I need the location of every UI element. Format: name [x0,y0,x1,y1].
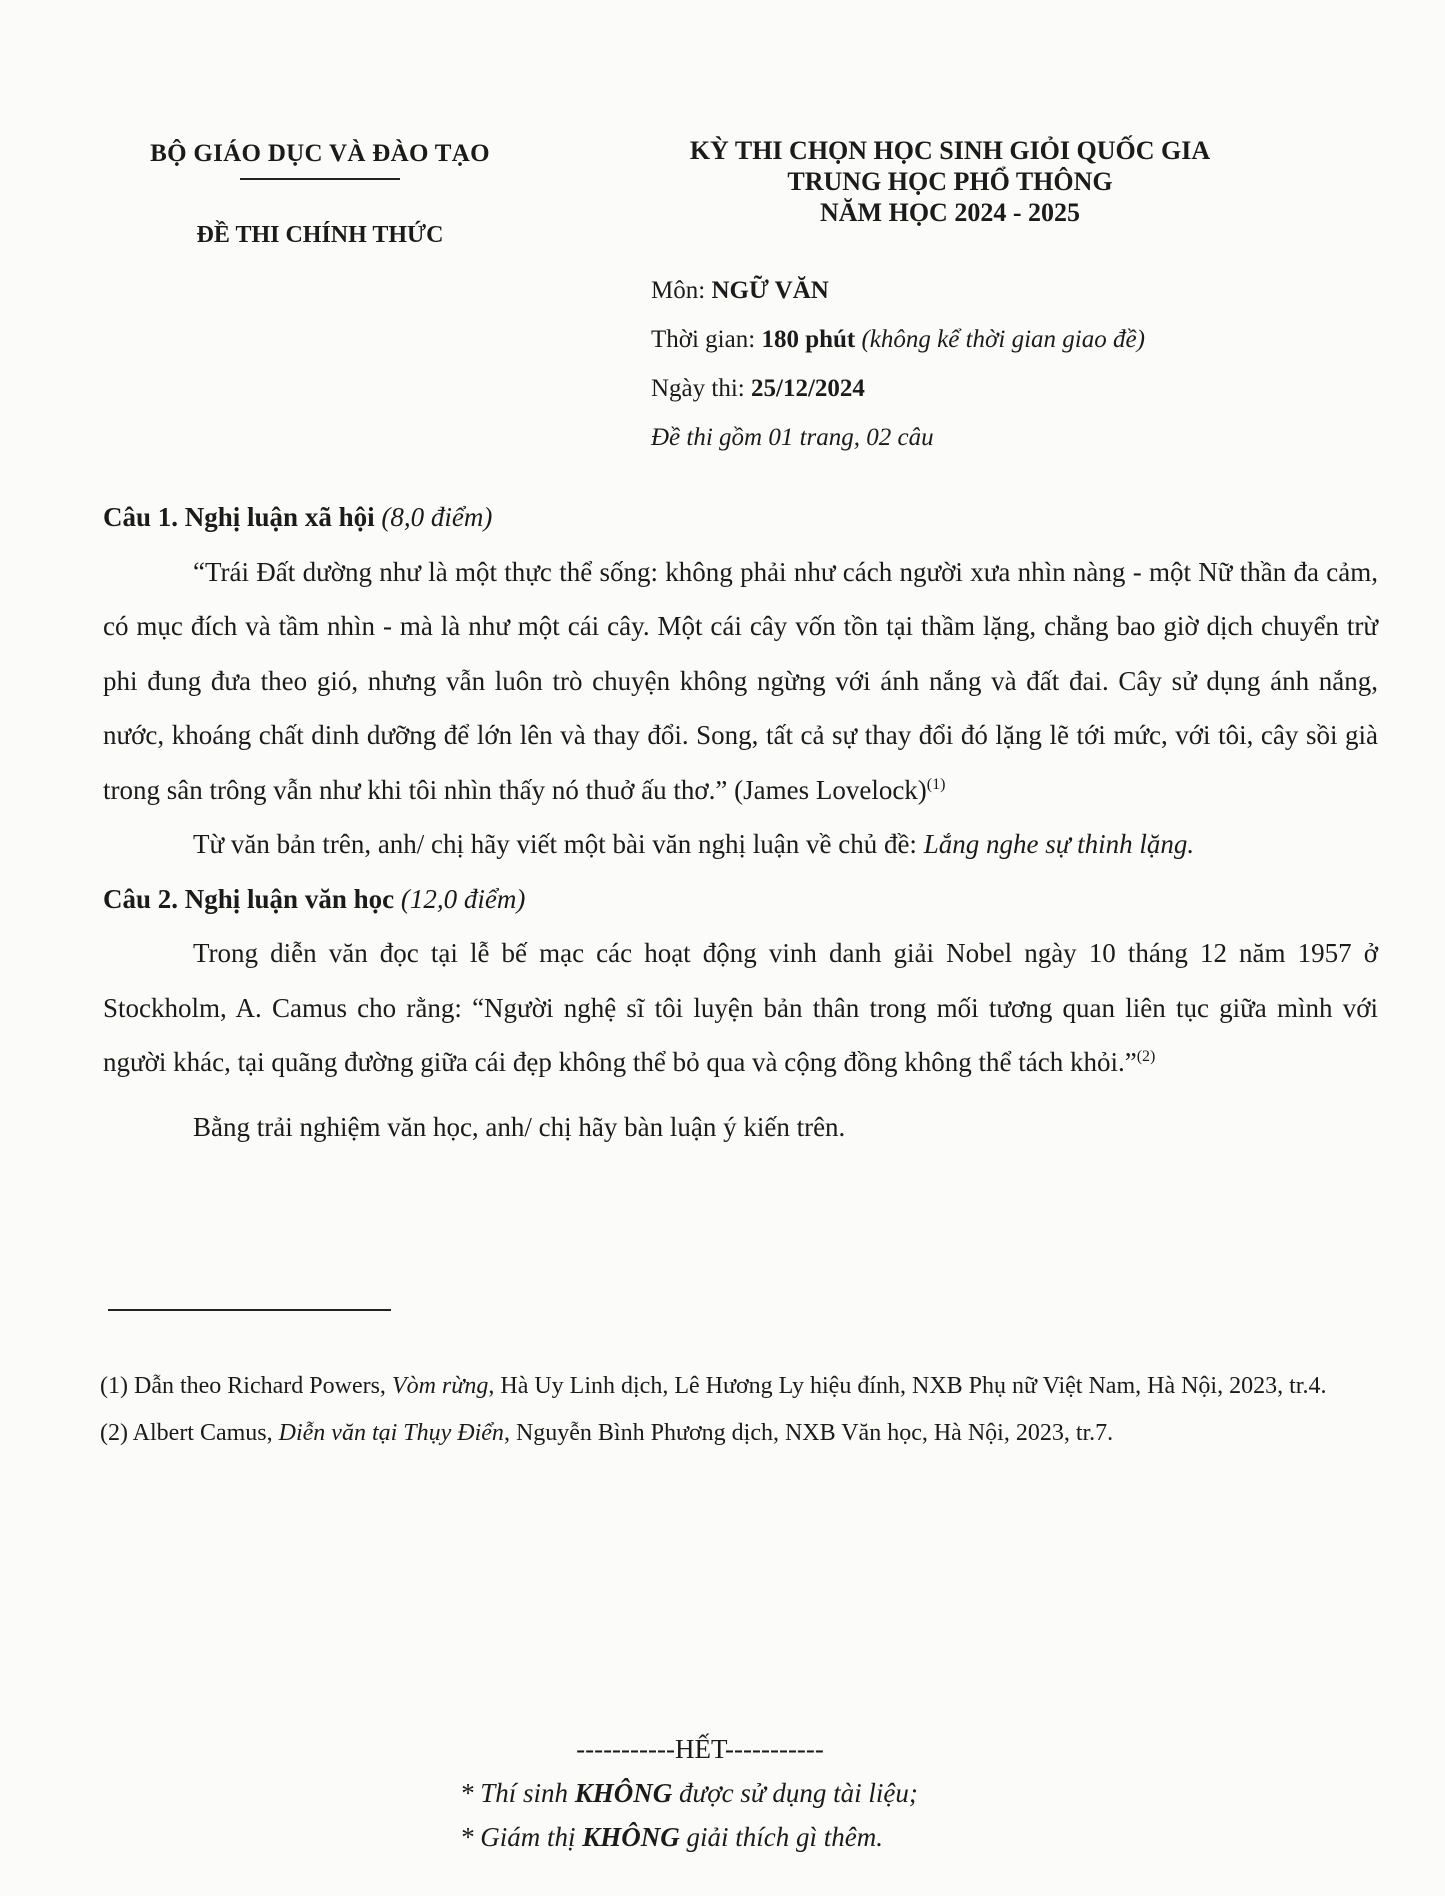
candidate-note-c: được sử dụng tài liệu; [672,1778,918,1808]
date-label: Ngày thi: [651,375,751,402]
proctor-note-c: giải thích gì thêm. [679,1822,884,1852]
question-2-points: (12,0 điểm) [400,883,526,914]
subject-value: NGỮ VĂN [711,277,829,304]
footnote-2-source: (2) Albert Camus, [100,1420,279,1446]
exam-title-line-1: KỲ THI CHỌN HỌC SINH GIỎI QUỐC GIA [689,136,1211,165]
proctor-note [460,1815,1060,1859]
question-2-heading [103,872,1378,927]
subject-label: Môn: [651,277,712,304]
proctor-note-a: * Giám thị [460,1822,583,1852]
exam-meta [651,266,1145,462]
ministry-name: BỘ GIÁO DỤC VÀ ĐÀO TẠO [150,140,490,167]
question-2-title: Câu 2. Nghị luận văn học [103,883,401,914]
question-1-points: (8,0 điểm) [381,502,493,532]
date-value: 25/12/2024 [751,375,865,402]
question-1-topic: Lắng nghe sự thinh lặng. [923,829,1195,859]
date-line [651,364,1145,413]
time-label: Thời gian: [651,326,762,353]
question-1-heading [103,490,1378,545]
header-left [110,140,530,249]
end-block [440,1727,1060,1859]
footnote-1-title: Vòm rừng [391,1373,489,1399]
question-1-title: Câu 1. Nghị luận xã hội [103,502,382,532]
time-line [651,315,1145,364]
footnote-1-source: (1) Dẫn theo Richard Powers, [100,1373,392,1399]
ministry-underline [240,178,400,180]
subject-line [651,266,1145,315]
question-2-task: Bằng trải nghiệm văn học, anh/ chị hãy bàn luận ý kiến trên. [193,1111,846,1142]
footnote-ref-2: (2) [1136,1048,1156,1065]
candidate-note-b: KHÔNG [574,1778,673,1808]
question-1-task [103,817,1378,872]
exam-title-line-3: NĂM HỌC 2024 - 2025 [820,198,1080,227]
candidate-note-a: * Thí sinh [460,1778,575,1808]
exam-title-line-2: TRUNG HỌC PHỔ THÔNG [787,167,1113,196]
time-value: 180 phút [761,326,856,353]
question-2-quote: Trong diễn văn đọc tại lễ bế mạc các hoạt động vinh danh giải Nobel ngày 10 tháng 12 năm 1957 ở Stockholm, A. Camus cho rằng: “Người nghệ sĩ tôi luyện bản thân trong mối tương quan liên tục giữa mình với người khác, tại quãng đường giữa cái đẹp không thể bỏ qua và cộng đồng không thể tách khỏi.” [103,938,1378,1077]
official-label: ĐỀ THI CHÍNH THỨC [196,222,444,248]
question-1-quote: “Trái Đất dường như là một thực thể sống: không phải như cách người xưa nhìn nàng - một Nữ thần đa cảm, có mục đích và tầm nhìn - mà là như một cái cây. Một cái cây vốn tồn tại thầm lặng, chẳng bao giờ dịch chuyển trừ phi đung đưa theo gió, nhưng vẫn luôn trò chuyện không ngừng với ánh nắng và đất đai. Cây sử dụng ánh nắng, nước, khoáng chất dinh dưỡng để lớn lên và thay đổi. Song, tất cả sự thay đổi đó lặng lẽ tới mức, với tôi, cây sồi già trong sân trông vẫn như khi tôi nhìn thấy nó thuở ấu thơ.” (James Lovelock) [103,556,1378,805]
question-1-task-text: Từ văn bản trên, anh/ chị hãy viết một bài văn nghị luận về chủ đề: [193,829,924,859]
exam-body [103,490,1378,1154]
footnotes [100,1365,1370,1459]
footnote-divider [108,1309,391,1311]
candidate-note [460,1771,1060,1815]
header-right [620,135,1280,228]
footnote-2-title: Diễn văn tại Thụy Điển [278,1420,504,1446]
question-2-passage [103,926,1378,1090]
time-note: (không kể thời gian giao đề) [861,326,1145,353]
footnote-ref-1: (1) [926,775,946,793]
end-marker: -----------HẾT----------- [576,1734,824,1764]
pages-note: Đề thi gồm 01 trang, 02 câu [651,424,934,451]
footnote-1 [100,1365,1370,1408]
footnote-1-details: , Hà Uy Linh dịch, Lê Hương Ly hiệu đính, NXB Phụ nữ Việt Nam, Hà Nội, 2023, tr.4. [488,1373,1327,1399]
footnote-2-details: , Nguyễn Bình Phương dịch, NXB Văn học, Hà Nội, 2023, tr.7. [503,1420,1114,1446]
footnote-2 [100,1412,1370,1455]
proctor-note-b: KHÔNG [582,1822,680,1852]
question-1-passage [103,545,1378,818]
